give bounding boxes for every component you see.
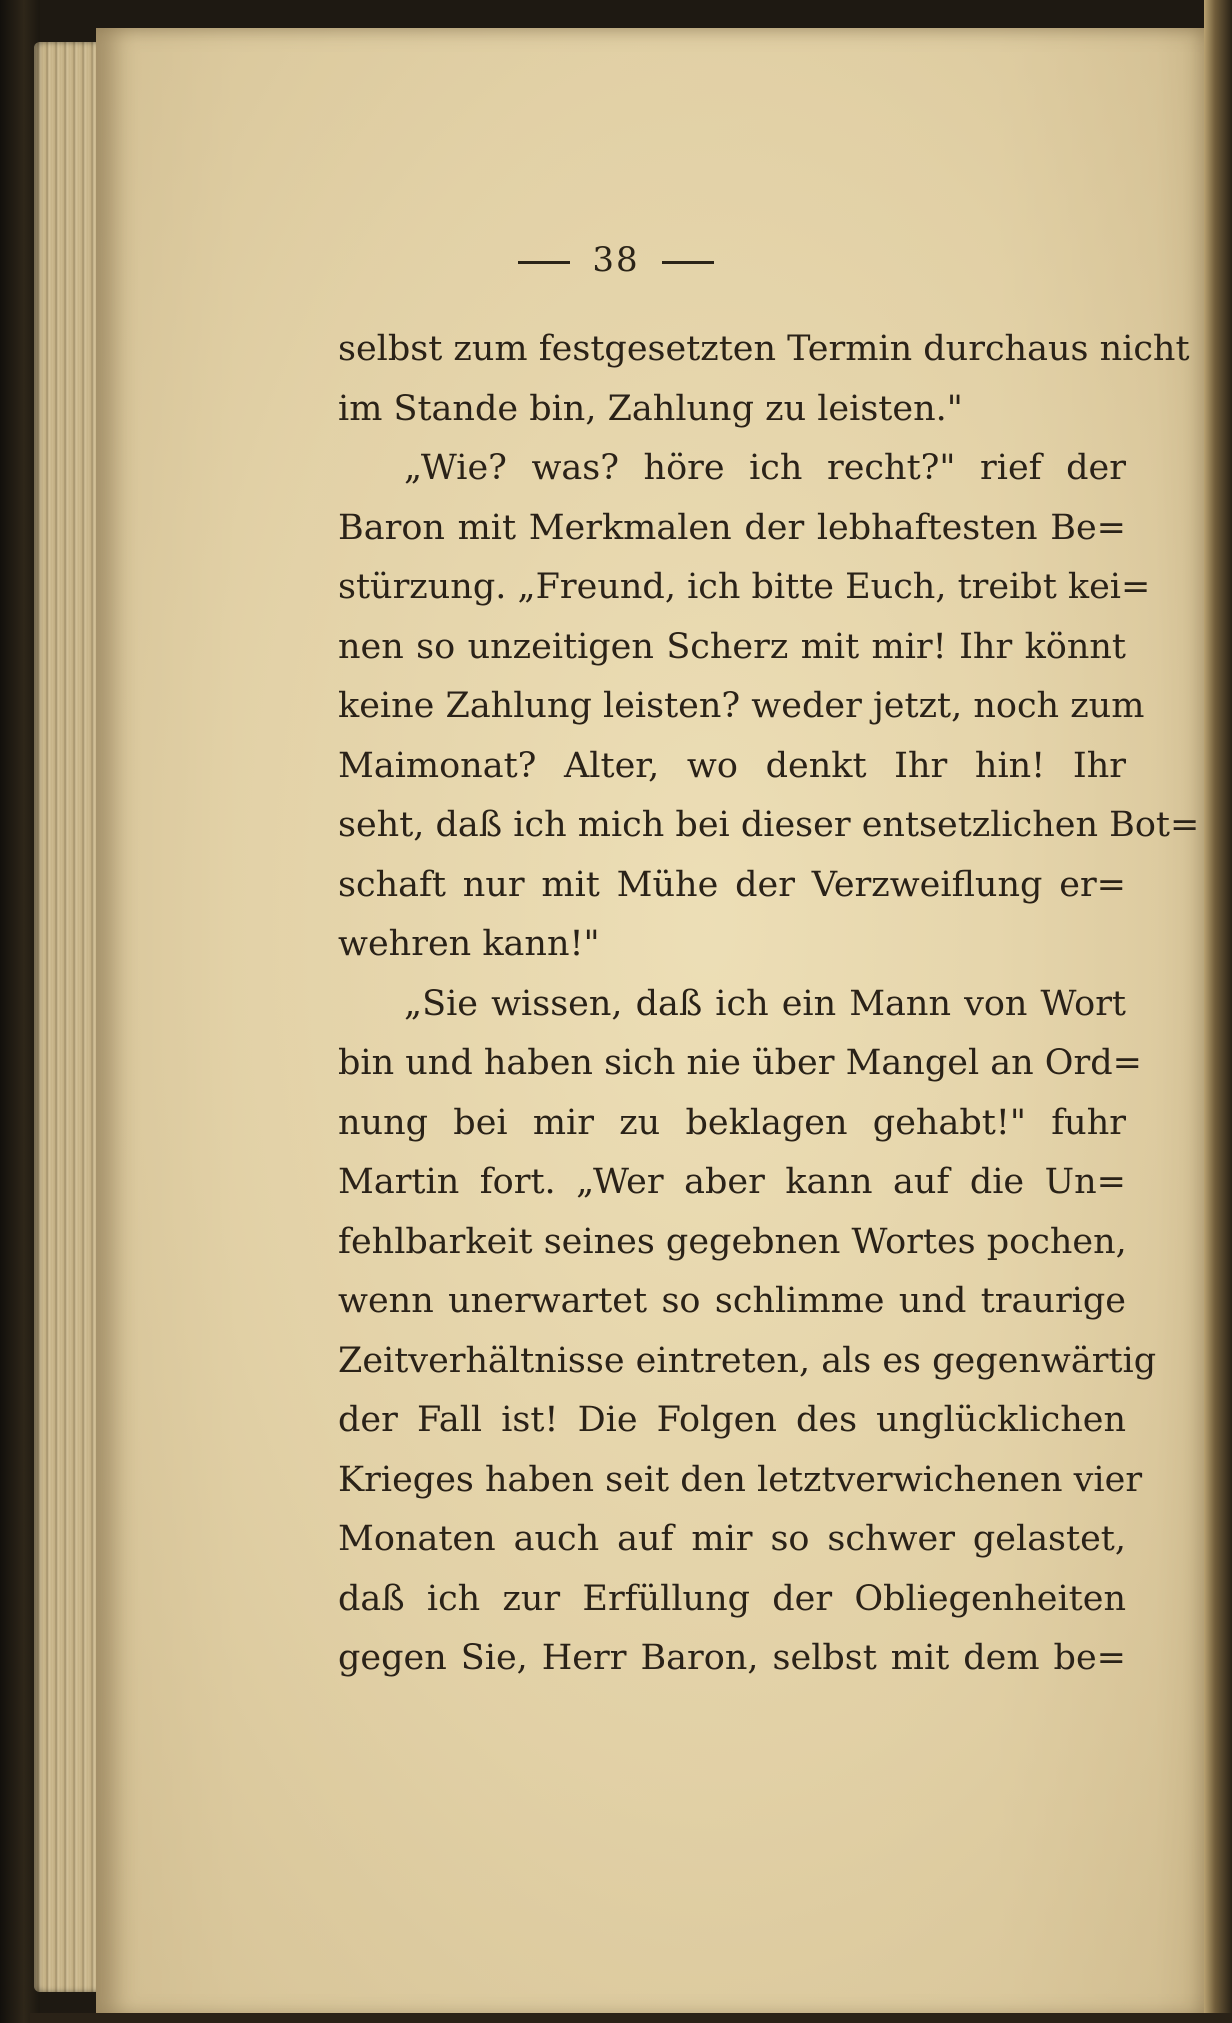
text-line: nen so unzeitigen Scherz mit mir! Ihr könnt [338, 626, 1126, 667]
text-line: bin und haben sich nie über Mangel an Ord= [338, 1043, 1142, 1083]
page-number: 38 [592, 240, 640, 280]
text-line: daß ich zur Erfüllung der Obliegenheiten [338, 1578, 1126, 1619]
text-line: Krieges haben seit den letztverwichenen vier [338, 1459, 1143, 1500]
text-line: wehren kann!" [338, 924, 600, 964]
text-line: selbst zum festgesetzten Termin durchaus nicht [338, 329, 1190, 369]
text-line: Zeitverhältnisse eintreten, als es gegenwärtig [338, 1340, 1157, 1381]
text-line: seht, daß ich mich bei dieser entsetzlichen Bot= [338, 805, 1200, 845]
text-line: Maimonat? Alter, wo denkt Ihr hin! Ihr [338, 745, 1126, 786]
text-line: Baron mit Merkmalen der lebhaftesten Be= [338, 507, 1126, 548]
text-line: nung bei mir zu beklagen gehabt!" fuhr [338, 1102, 1126, 1143]
text-line: schaft nur mit Mühe der Verzweiflung er= [338, 864, 1126, 905]
right-page-edge [1204, 0, 1232, 2023]
text-line: gegen Sie, Herr Baron, selbst mit dem be= [338, 1638, 1126, 1678]
text-line: im Stande bin, Zahlung zu leisten." [338, 388, 963, 429]
text-line: Martin fort. „Wer aber kann auf die Un= [338, 1162, 1126, 1202]
text-line: keine Zahlung leisten? weder jetzt, noch zum [338, 686, 1145, 726]
bottom-page-edge [30, 2013, 1232, 2023]
text-line: Monaten auch auf mir so schwer gelastet, [338, 1519, 1126, 1559]
header-dash-right [662, 261, 714, 264]
text-line: fehlbarkeit seines gegebnen Wortes pochen, [338, 1221, 1127, 1262]
text-line: stürzung. „Freund, ich bitte Euch, treibt kei= [338, 567, 1151, 607]
header-dash-left [518, 261, 570, 264]
text-line: wenn unerwartet so schlimme und traurige [338, 1281, 1126, 1321]
text-line: „Wie? was? höre ich recht?" rief der [404, 448, 1126, 488]
text-line: „Sie wissen, daß ich ein Mann von Wort [404, 983, 1126, 1024]
page-header [0, 240, 1232, 280]
text-line: der Fall ist! Die Folgen des unglücklichen [338, 1400, 1126, 1440]
body-text [338, 320, 1200, 1689]
